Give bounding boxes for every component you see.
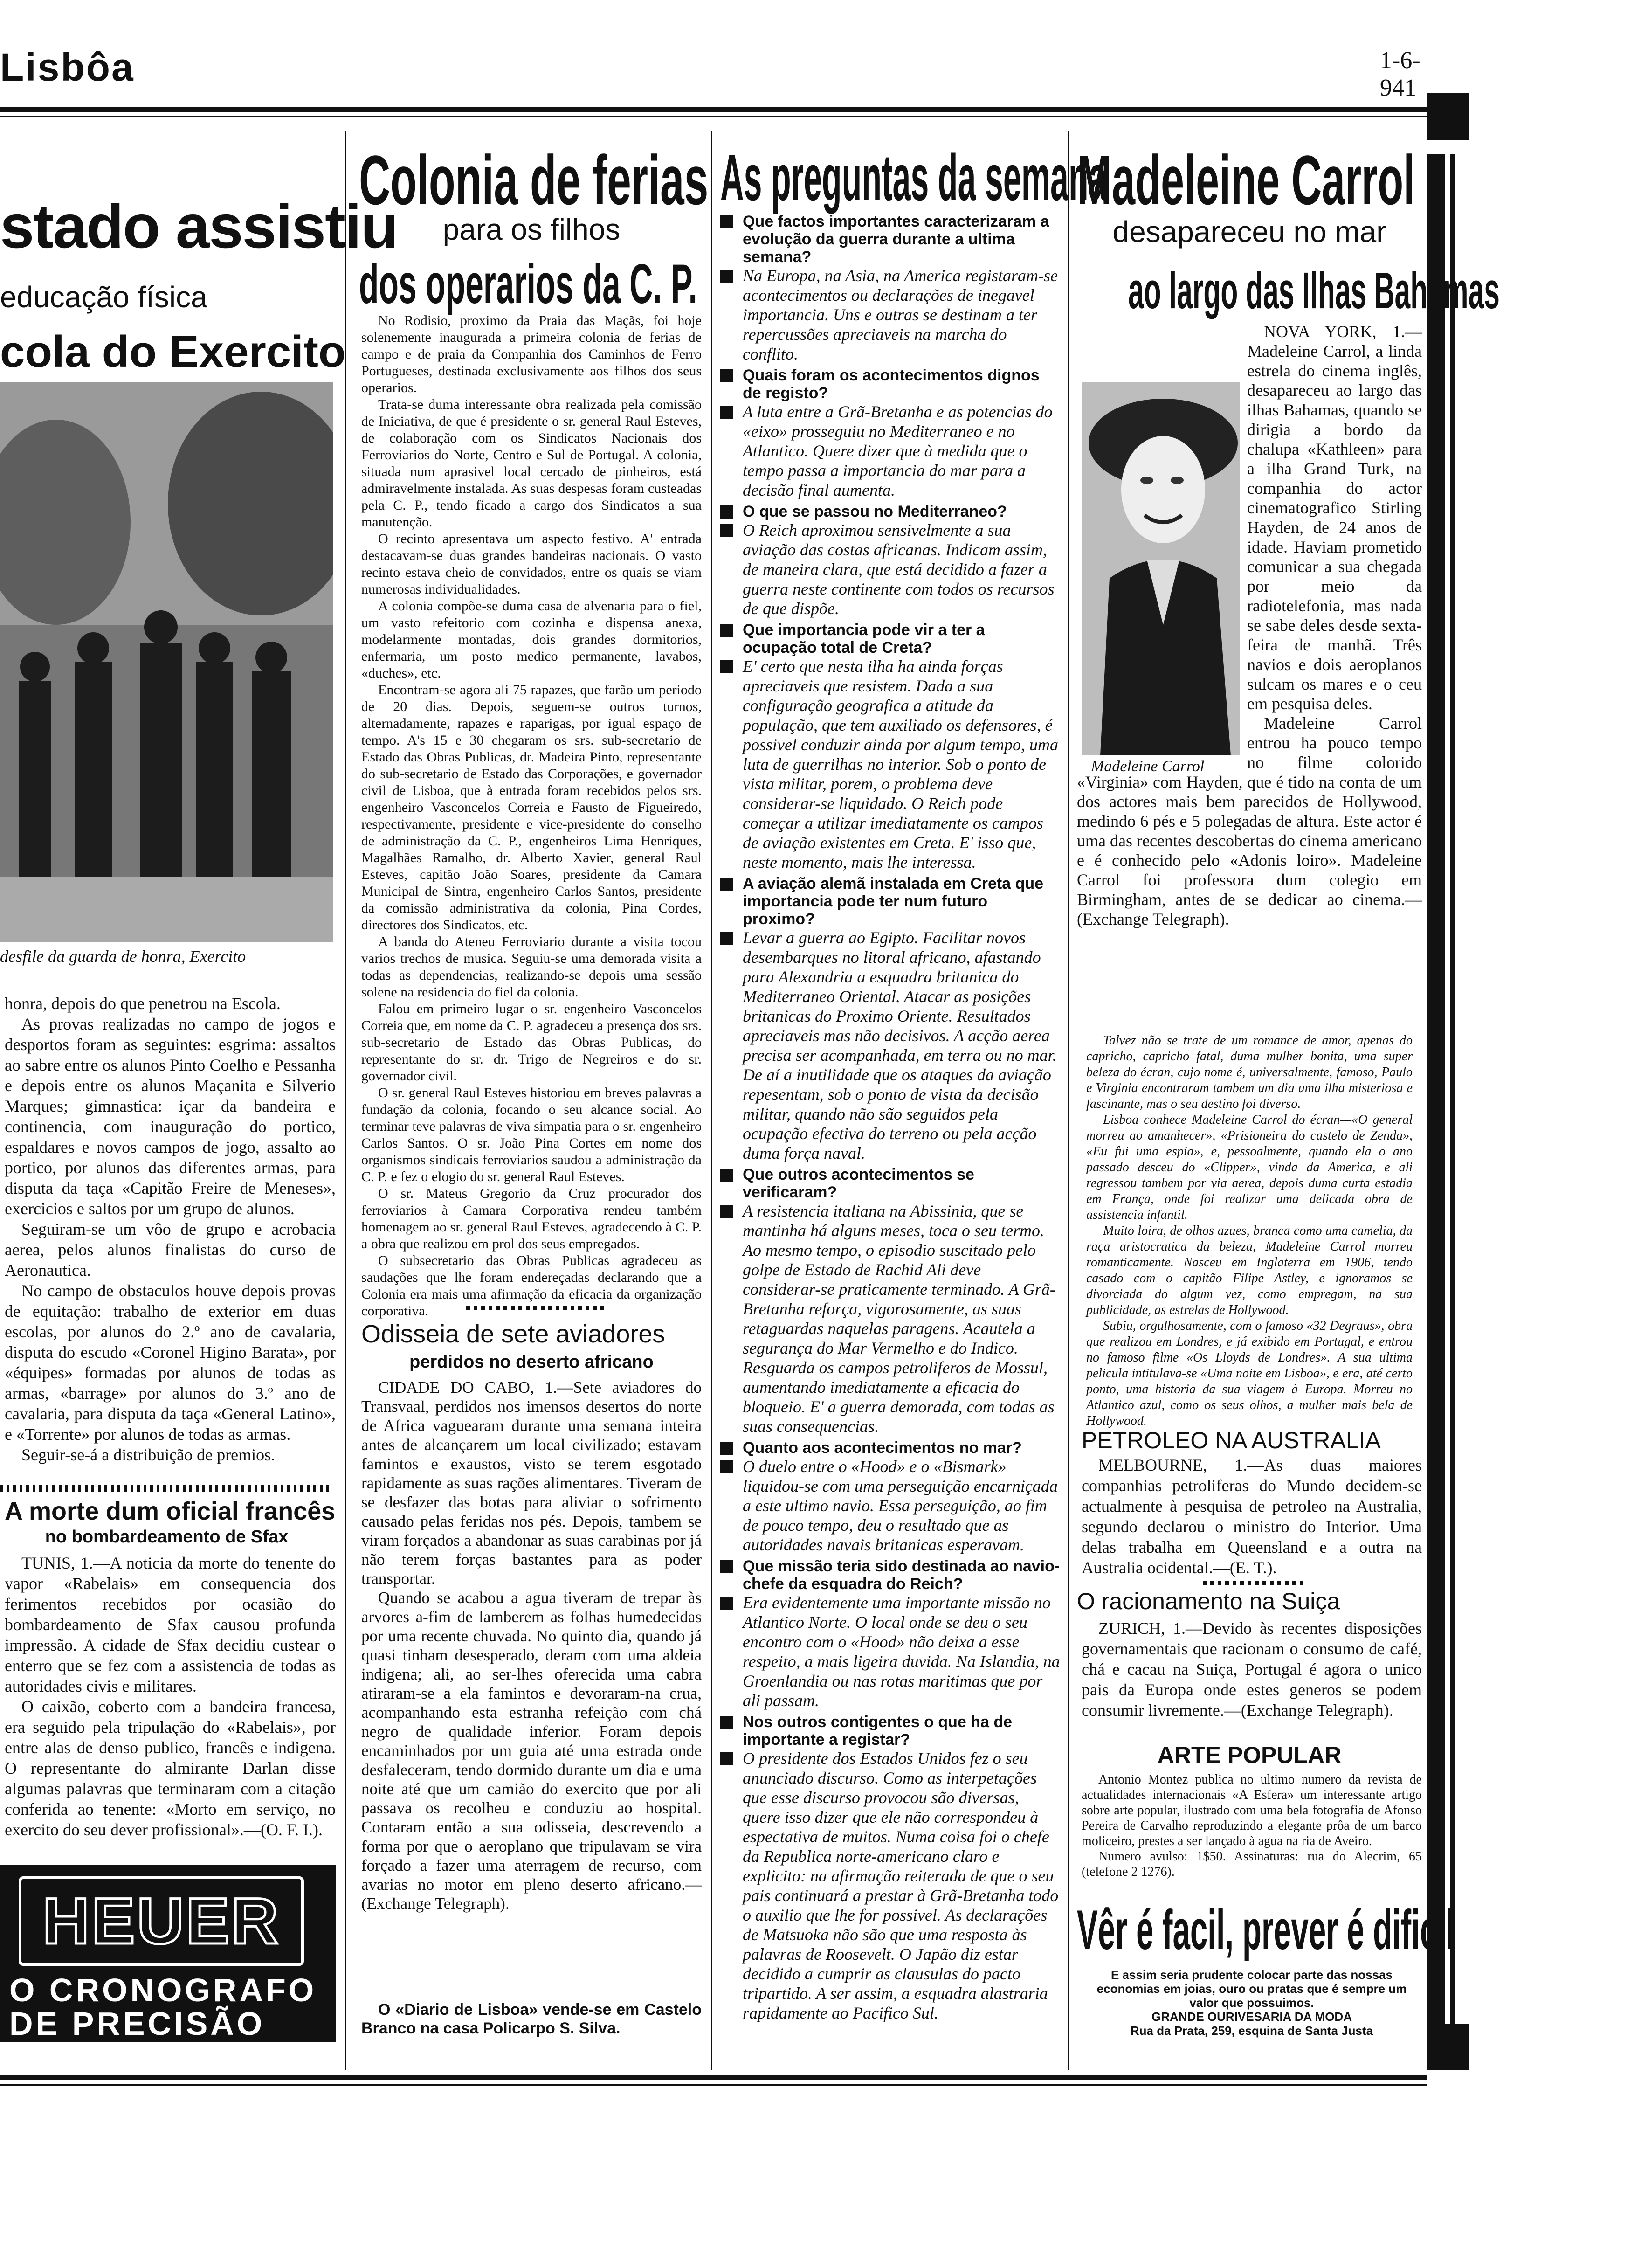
right-margin-line (1450, 154, 1455, 2066)
corner-block-top (1427, 93, 1469, 140)
heuer-line-1: O CRONOGRAFO (9, 1972, 317, 2008)
left-body-p2: As provas realizadas no campo de jogos e desportos foram as seguintes: esgrima: assaltos ao sabre entre os alunos Pinto Coelho e Pessanha e depois entre os alunos Maçanita e Silverio Marques; gimnastica: içar da bandeira e continencia, com inauguração do portico, espaldares e novos campos de jogo, assalto ao portico, por alunos das diferentes armas, para disputa da taça «Capitão Freire de Meneses», exercicios e saltos por um grupo de alunos. (5, 1015, 336, 1218)
left-dotted-rule (0, 1485, 333, 1492)
qa-question-9: Nos outros contigentes o que ha de importante a registar? (720, 1713, 1061, 1749)
suica-body (1082, 1618, 1422, 1721)
arte-title: ARTE POPULAR (1157, 1742, 1342, 1768)
arte-body (1082, 1772, 1422, 1880)
left-article2-title: A morte dum oficial francês (5, 1497, 336, 1525)
col3-title: As preguntas da semana (720, 141, 1107, 214)
col4-italic-p1: Talvez não se trate de um romance de amor, apenas do capricho, capricho fatal, duma mulher bonita, uma super beleza do écran, cujo nome é, universalmente, famoso, Paulo e Virginia encontraram tambem um dia uma ilha misteriosa e fascinante, mas o seu destino foi diverso. (1086, 1033, 1413, 1111)
ourivesaria-ad (1082, 1968, 1422, 2038)
column-rule-1 (345, 131, 346, 2070)
left-body-p3: Seguiram-se um vôo de grupo e acrobacia aerea, pelos alunos finalistas do curso de Aeronautica. (5, 1220, 336, 1279)
madeleine-photo-caption: Madeleine Carrol (1091, 758, 1205, 775)
col2-article2-subtitle: perdidos no deserto africano (409, 1352, 654, 1372)
col2-body-p6: A banda do Ateneu Ferroviario durante a visita tocou varios trechos de musica. Seguiu-se uma demorada visita a todas as dependencias, realizando-se depois uma sessão solene na residencia do fiel da colonia. (361, 934, 702, 1000)
col4-title: Madeleine Carrol (1077, 141, 1415, 219)
col2-article2-p1: CIDADE DO CABO, 1.—Sete aviadores do Transvaal, perdidos nos imensos desertos do norte de Africa vaguearam durante uma semana inteira antes de alcançarem um local civilizado; estavam famintos e exaustos, visto se terem esgotado rapidamente as suas rações alimentares. Tiveram de se desfazer das botas para aliviar o sofrimento causado pelas feridas nos pés. Depois, tambem se viram forçados a abandonar as suas carabinas por já não terem forças bastantes para as poder transportar. (361, 1378, 702, 1588)
col4-subtitle-2: ao largo das Ilhas Bahamas (1128, 262, 1500, 319)
photo-float-spacer (1077, 322, 1247, 760)
ourivesaria-ad-shop: GRANDE OURIVESARIA DA MODA (1151, 2010, 1352, 2024)
col2-body-p1: No Rodisio, proximo da Praia das Maçãs, foi hoje solenemente inaugurada a primeira colonia de ferias de campo e de praia da Companhia dos Caminhos de Ferro Portugueses, destinada exclusivamente aos filhos dos seus operarios. (361, 313, 702, 395)
col2-body-p3: O recinto apresentava um aspecto festivo. A' entrada destacavam-se duas grandes bandeiras nacionais. O vasto recinto estava cheio de convidados, entre os quais se viam numerosas individualidades. (361, 531, 702, 597)
left-article2-p2: O caixão, coberto com a bandeira francesa, era seguido pela tripulação do «Rabelais», por entre alas de denso publico, francês e indigena. O representante do almirante Darlan disse algumas palavras que terminaram com a citação conferida ao tenente: «Morto em serviço, no exercito do seu dever profissional».—(O. F. I.). (5, 1697, 336, 1839)
col2-body-p9: O sr. Mateus Gregorio da Cruz procurador dos ferroviarios à Camara Corporativa rendeu também homenagem ao sr. general Raul Esteves, agradecendo à C. P. a obra que realizou em prol dos seus empregados. (361, 1186, 702, 1252)
qa-answer-1: Na Europa, na Asia, na America registaram-se acontecimentos ou declarações de inegavel importancia. Uns e outras se destinam a ter repercussões apreciaveis na marcha do conflito. (720, 266, 1061, 364)
left-body-p5: Seguir-se-á a distribuição de premios. (21, 1445, 276, 1464)
left-body-p1: honra, depois do que penetrou na Escola. (5, 994, 281, 1013)
heuer-logo-frame (19, 1876, 304, 1966)
left-body-p4: No campo de obstaculos houve depois provas de equitação: trabalho de exterior em duas escolas, por alunos do 2.º ano de cavalaria, disputa do escudo «Coronel Higino Barata», por «équipes» formadas por alunos de todas as armas, «barrage» por alunos do 3.º ano de cavalaria, para disputa da taça «General Latino», e «Torrente» por alunos de todas as armas. (5, 1281, 336, 1444)
col2-body-p7: Falou em primeiro lugar o sr. engenheiro Vasconcelos Correia que, em nome da C. P. agradeceu a presença dos srs. sub-secretario de Estado das Obras Publicas, do representante do sr. dr. Trigo de Negreiros e do sr. governador civil. (361, 1001, 702, 1084)
left-body (5, 993, 336, 1465)
arte-price: Numero avulso: 1$50. Assinaturas: rua do Alecrim, 65 (telefone 2 1276). (1082, 1849, 1422, 1879)
col4-lead-wrap (1077, 322, 1422, 929)
ourivesaria-ad-title: Vêr é facil, prever é dificil (1077, 1899, 1455, 1961)
qa-list (720, 210, 1061, 2023)
qa-question-6: Que outros acontecimentos se verificaram? (720, 1166, 1061, 1201)
left-article2-body (5, 1553, 336, 1840)
column-rule-3 (1068, 131, 1069, 2070)
masthead-title: Lisbôa (0, 45, 135, 89)
qa-question-7: Quanto aos acontecimentos no mar? (720, 1439, 1061, 1457)
petroleo-title: PETROLEO NA AUSTRALIA (1082, 1427, 1381, 1453)
col2-article2-title: Odisseia de sete aviadores (361, 1320, 665, 1348)
ourivesaria-ad-body: E assim seria prudente colocar parte das nossas economias em joias, ouro ou pratas que é sempre um valor que possuimos. (1096, 1968, 1407, 2010)
parade-photo (0, 382, 333, 942)
qa-question-2: Quais foram os acontecimentos dignos de registo? (720, 366, 1061, 402)
col2-article2-body (361, 1378, 702, 1913)
left-headline-2: educação física (0, 280, 207, 314)
suica-text: ZURICH, 1.—Devido às recentes disposições governamentais que racionam o consumo de café, chá e cacau na Suiça, Portugal é agora o unico pais da Europa onde estes generos se podem consumir livremente.—(Exchange Telegraph). (1082, 1619, 1422, 1720)
col2-body-p10: O subsecretario das Obras Publicas agradeceu as saudações que lhe foram endereçadas declarando que a Colonia era mais uma afirmação da eficacia da organização corporativa. (361, 1253, 702, 1319)
col2-article2-p2: Quando se acabou a agua tiveram de trepar às arvores a-fim de lamberem as folhas humedecidas por uma recente chuvada. No quinto dia, quando já quasi tinham desesperado, deram com uma aldeia indigena; ali, ao ser-lhes oferecida uma cabra atiraram-se a ela famintos e devoraram-na crua, acompanhando esta estranha refeição com chá negro de qualidade inferior. Foram depois encaminhados por um guia até uma estrada onde desfaleceram, tendo dormido durante um dia e uma noite até que um camião do exercito que por ali passava os recolheu e conduziu ao hospital. Contaram então a sua odisseia, descrevendo a forma por que o aeroplano que tripulavam se vira forçado a fazer uma aterragem de recurso, com avarias no motor em pleno deserto africano.—(Exchange Telegraph). (361, 1589, 702, 1913)
col2-separator (466, 1306, 606, 1310)
qa-question-8: Que missão teria sido destinada ao navio-chefe da esquadra do Reich? (720, 1557, 1061, 1593)
qa-answer-6: A resistencia italiana na Abissinia, que se mantinha há alguns meses, toca o seu termo. Ao mesmo tempo, o episodio suscitado pelo golpe de Estado de Rachid Ali deve considerar-se praticamente terminado. A Grã-Bretanha reforça, vigorosamente, as suas retaguardas naquelas paragens. Acautela a segurança do Mar Vermelho e do Indico. Resguarda os campos petroliferos de Mossul, aumentando imediatamente a eficacia do bloqueio. E' a guerra demorada, com todas as suas consequencias. (720, 1201, 1061, 1436)
col4-italic-p3: Muito loira, de olhos azues, branca como uma camelia, da raça aristocratica da beleza, Madeleine Carrol morreu romanticamente. Nasceu em Inglaterra em 1906, tendo casado com o capitão Filipe Astley, e ignoramos se divorciada do algum vez, como empregam, na sua publicidade, as estrelas de Hollywood. (1086, 1224, 1413, 1317)
qa-answer-9: O presidente dos Estados Unidos fez o seu anunciado discurso. Como as interpetações que esse discurso provocou são diversas, quere isso dizer que ele não correspondeu à espectativa de muitos. Numa coisa foi o chefe da Republica norte-americano claro e explicito: na afirmação reiterada de que o seu pais continuará a prestar à Grã-Bretanha todo o auxilio que lhe for possivel. As declarações de Matsuoka não são que uma resposta às palavras de Roosevelt. O Japão diz estar decidido a cumprir as clausulas do pacto tripartido. A ser assim, a esquadra alastraria rapidamente ao Pacifico Sul. (720, 1749, 1061, 2023)
col2-body-p5: Encontram-se agora ali 75 rapazes, que farão um periodo de 20 dias. Depois, seguem-se outros turnos, alternadamente, rapazes e raparigas, por igual espaço de tempo. A's 15 e 30 chegaram os srs. sub-secretario de Estado das Obras Publicas, dr. Madeira Pinto, representante do sub-secretario de Estado das Corporações, e governador civil de Lisboa, que à entrada foram recebidos pelos srs. engenheiro Vasconcelos Correia e Fausto de Figueiredo, respectivamente, presidente e vice-presidente do conselho de administração da C. P., engenheiros Lima Henriques, Magalhães Ramalho, dr. Alberto Xavier, general Raul Esteves, capitão João Soares, presidente da Camara Municipal de Sintra, engenheiro Carlos Santos, presidente da comissão administrativa da colonia, Pina Cordes, directores dos Sindicatos, etc. (361, 682, 702, 933)
corner-block-bottom (1427, 2024, 1469, 2070)
right-margin-bar (1427, 154, 1445, 2066)
col2-notice: O «Diario de Lisboa» vende-se em Castelo Branco na casa Policarpo S. Silva. (361, 2001, 702, 2037)
left-article2-p1: TUNIS, 1.—A noticia da morte do tenente do vapor «Rabelais» em consequencia dos ferimentos recebidos por ocasião do bombardeamento de Sfax causou profunda impressão. A cidade de Sfax decidiu custear o enterro que se fez com a assistencia de todas as autoridades civis e militares. (5, 1554, 336, 1695)
column-rule-2 (711, 131, 712, 2070)
col4-subtitle-1: desapareceu no mar (1112, 215, 1386, 249)
heuer-line-2: DE PRECISÃO (9, 2005, 265, 2042)
parade-photo-illustration (0, 382, 333, 942)
col2-body-p8: O sr. general Raul Esteves historiou em breves palavras a fundação da colonia, focando o seu alcance social. Ao terminar teve palavras de viva simpatia para o sr. engenheiro Carlos Santos. O sr. João Pina Cortes em nome dos organismos sindicais ferroviarios saudou a administração da C. P. e fez o elogio do sr. general Raul Esteves. (361, 1085, 702, 1184)
qa-answer-5: Levar a guerra ao Egipto. Facilitar novos desembarques no litoral africano, afastando para Alexandria a esquadra britanica do Mediterraneo Oriental. Atacar as posições britanicas do Proximo Oriente. Resultados apreciaveis mas não decisivos. A acção aerea precisa ser acompanhada, em terra ou no mar. De aí a inutilidade que os ataques da aviação repesentam, sob o ponto de vista da decisão militar, quando não são seguidos pela ocupação efectiva do terreno ou pela acção duma força naval. (720, 928, 1061, 1163)
heuer-ad (0, 1865, 336, 2042)
col2-body-p4: A colonia compõe-se duma casa de alvenaria para o fiel, um vasto refeitorio com cozinha e dispensa anexa, modelarmente montadas, dois grandes dormitorios, enfermaria, um posto medico permanente, lavabos, «duches», etc. (361, 598, 702, 681)
qa-answer-3: O Reich aproximou sensivelmente a sua aviação das costas africanas. Indicam assim, de maneira clara, que está decidido a fazer a guerra neste continente com todos os recursos de que dispõe. (720, 520, 1061, 618)
col2-body (361, 312, 702, 1320)
bottom-rule-thin (0, 2084, 1427, 2086)
col4-italic-p4: Subiu, orgulhosamente, com o famoso «32 Degraus», obra que realizou em Londres, e já exibido em Portugal, e entrou no famoso filme «Os Lloyds de Londres». A sua ultima pelicula intitulava-se «Uma noite em Lisboa», e era, até certo ponto, uma historia da sua viagem à Europa. Morreu no Atlantico azul, como os seus olhos, a mulher mais bela de Hollywood. (1086, 1319, 1413, 1428)
masthead (0, 28, 1445, 101)
ourivesaria-ad-address: Rua da Prata, 259, esquina de Santa Justa (1130, 2024, 1373, 2038)
petroleo-text: MELBOURNE, 1.—As duas maiores companhias petroliferas do Mundo decidem-se actualmente à pesquisa de petroleo na Australia, segundo declarou o ministro do Interior. Uma delas trabalha em Queensland e a outra na Australia ocidental.—(E. T.). (1082, 1456, 1422, 1577)
qa-answer-2: A luta entre a Grã-Bretanha e as potencias do «eixo» prosseguiu no Mediterraneo e no Atlantico. Quere dizer que à medida que o tempo passa a importancia do mar para a decisão final aumenta. (720, 402, 1061, 500)
petroleo-body (1082, 1455, 1422, 1578)
qa-answer-7: O duelo entre o «Hood» e o «Bismark» liquidou-se com uma perseguição encarniçada a este ultimo navio. Essa perseguição, ao fim de pouco tempo, deu o resultado que as autoridades navais britanicas esperavam. (720, 1457, 1061, 1555)
qa-question-5: A aviação alemã instalada em Creta que importancia pode ter num futuro proximo? (720, 875, 1061, 928)
suica-title: O racionamento na Suiça (1077, 1588, 1340, 1614)
heuer-brand: HEUER (42, 1884, 281, 1957)
top-rule-thin (0, 116, 1427, 117)
col2-body-p2: Trata-se duma interessante obra realizada pela comissão de Iniciativa, de que é presidente o sr. general Raul Esteves, de colaboração com os Sindicatos Nacionais dos Ferroviarios do Norte, Centro e Sul de Portugal. A colonia, situada num aprasivel local cercado de pinheiros, está admiravelmente instalada. As suas despesas foram custeadas pela C. P., tendo ficado a cargo dos Sindicatos a sua manutenção. (361, 397, 702, 530)
col2-subtitle-2: dos operarios da C. P. (359, 253, 697, 315)
arte-text: Antonio Montez publica no ultimo numero da revista de actualidades internacionais «A Esfera» um interessante artigo sobre arte popular, ilustrado com uma bela fotografia de Afonso Pereira de Carvalho reproduzindo a elegante prôa de um barco moliceiro, prestes a ser lançado à agua na ria de Aveiro. (1082, 1772, 1422, 1848)
col4-italic-p2: Lisboa conhece Madeleine Carrol do écran—«O general morreu ao amanhecer», «Prisioneira do castelo de Zenda», «Eu fui uma espia», e, pessoalmente, quando ela o ano passado desceu do «Clipper», vinda da America, e ali regressou tambem por via aerea, depois duma curta estadia em França, onde foi realizar uma delicada obra de assistencia infantil. (1086, 1113, 1413, 1222)
qa-question-3: O que se passou no Mediterraneo? (720, 503, 1061, 520)
left-headline-3: cola do Exercito (0, 327, 346, 377)
masthead-date: 1-6-941 (1380, 47, 1420, 101)
col4-italic-note (1086, 1033, 1413, 1429)
col4-lead: NOVA YORK, 1.—Madeleine Carrol, a linda estrela do cinema inglês, desapareceu ao largo das ilhas Bahamas, quando se dirigia a bordo da chalupa «Kathleen» para a ilha Grand Turk, na companhia do actor cinematografico Stirling Hayden, de 24 anos de idade. Haviam prometido comunicar a sua chegada por meio da radiotelefonia, mas nada se sabe deles desde sexta-feira de manhã. Três navios e dois aeroplanos sulcam os mares e o ceu em pesquisa deles. (1247, 322, 1422, 713)
col2-title: Colonia de ferias (359, 141, 709, 219)
qa-question-1: Que factos importantes caracterizaram a evolução da guerra durante a ultima semana? (720, 213, 1061, 266)
col4-separator (1203, 1581, 1305, 1585)
bottom-rule (0, 2075, 1427, 2080)
left-article2-subtitle: no bombardeamento de Sfax (45, 1527, 289, 1547)
qa-question-4: Que importancia pode vir a ter a ocupação total de Creta? (720, 621, 1061, 657)
top-rule (0, 107, 1427, 112)
col4-body2: Madeleine Carrol entrou ha pouco tempo no filme colorido «Virginia» com Hayden, que é tido na conta de um dos actores mais bem parecidos de Hollywood, medindo 6 pés e 5 polegadas de altura. Este actor é uma das recentes descobertas do cinema americano e é conhecido pelo «Adonis loiro». Madeleine Carrol foi professora dum colegio em Birmingham, antes de se dedicar ao cinema.—(Exchange Telegraph). (1077, 714, 1422, 928)
col2-subtitle-1: para os filhos (442, 213, 621, 246)
left-headline-1: stado assistiu (0, 192, 398, 261)
parade-photo-caption: desfile da guarda de honra, Exercito (0, 947, 246, 966)
qa-answer-8: Era evidentemente uma importante missão no Atlantico Norte. O local onde se deu o seu encontro com o «Hood» não deixa a esse respeito, a mais ligeira duvida. Na Islandia, na Groenlandia ou nas rotas maritimas que por ali passam. (720, 1593, 1061, 1710)
qa-answer-4: E' certo que nesta ilha ha ainda forças apreciaveis que resistem. Dada a sua configuração geografica a atitude da população, que tem auxiliado os defensores, é possivel conduzir ainda por algum tempo, uma luta de guerrilhas no interior. Sob o ponto de vista militar, porem, o problema deve considerar-se liquidado. O Reich pode começar a utilizar imediatamente os campos de aviação existentes em Creta. E' isso que, neste momento, mais lhe interessa. (720, 657, 1061, 872)
